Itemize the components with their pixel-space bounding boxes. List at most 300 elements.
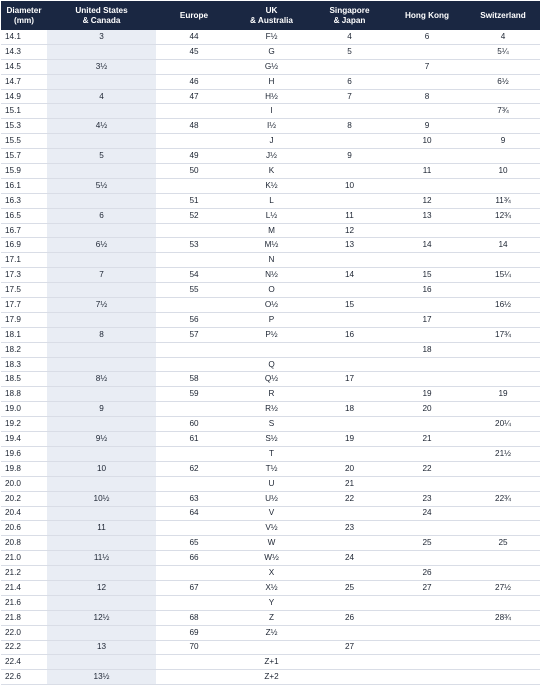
cell-switzerland: [466, 402, 540, 417]
cell-europe: 53: [156, 238, 232, 253]
table-row: [1, 178, 540, 193]
table-row: [1, 149, 540, 164]
header-sg-line2: & Japan: [333, 15, 366, 25]
cell-us-canada: [47, 595, 156, 610]
cell-hong-kong: [388, 640, 466, 655]
cell-singapore-japan: 12: [311, 223, 388, 238]
cell-uk-australia: Z+2: [232, 670, 311, 685]
cell-switzerland: 20¼: [466, 417, 540, 432]
cell-diameter: 14.1: [1, 30, 47, 44]
header-europe-label: Europe: [179, 10, 209, 20]
cell-europe: 44: [156, 30, 232, 44]
cell-hong-kong: [388, 178, 466, 193]
cell-switzerland: 28¾: [466, 610, 540, 625]
cell-uk-australia: K½: [232, 178, 311, 193]
cell-uk-australia: S: [232, 417, 311, 432]
cell-us-canada: [47, 74, 156, 89]
cell-europe: [156, 595, 232, 610]
table-row: [1, 134, 540, 149]
cell-europe: [156, 298, 232, 313]
cell-europe: [156, 357, 232, 372]
cell-diameter: 19.2: [1, 417, 47, 432]
cell-switzerland: 11¾: [466, 193, 540, 208]
table-row: [1, 625, 540, 640]
table-row: [1, 461, 540, 476]
cell-switzerland: 17¾: [466, 327, 540, 342]
cell-diameter: 15.1: [1, 104, 47, 119]
table-row: [1, 595, 540, 610]
table-row: [1, 655, 540, 670]
cell-uk-australia: T: [232, 446, 311, 461]
cell-uk-australia: V½: [232, 521, 311, 536]
cell-us-canada: [47, 44, 156, 59]
header-diameter-line2: (mm): [13, 15, 34, 25]
cell-hong-kong: [388, 551, 466, 566]
header-diameter: [1, 1, 47, 30]
cell-uk-australia: Q: [232, 357, 311, 372]
cell-us-canada: [47, 253, 156, 268]
header-uk-australia: [232, 1, 311, 30]
cell-switzerland: [466, 357, 540, 372]
cell-diameter: 14.3: [1, 44, 47, 59]
cell-hong-kong: [388, 149, 466, 164]
cell-singapore-japan: [311, 566, 388, 581]
cell-uk-australia: P: [232, 312, 311, 327]
cell-uk-australia: [232, 342, 311, 357]
cell-europe: 49: [156, 149, 232, 164]
cell-singapore-japan: 23: [311, 521, 388, 536]
cell-singapore-japan: [311, 417, 388, 432]
cell-switzerland: [466, 149, 540, 164]
cell-switzerland: 9: [466, 134, 540, 149]
cell-diameter: 18.8: [1, 387, 47, 402]
cell-switzerland: 16½: [466, 298, 540, 313]
table-row: [1, 372, 540, 387]
cell-us-canada: 9½: [47, 432, 156, 447]
cell-diameter: 22.4: [1, 655, 47, 670]
cell-us-canada: 9: [47, 402, 156, 417]
cell-switzerland: 27½: [466, 580, 540, 595]
table-row: [1, 59, 540, 74]
cell-us-canada: [47, 104, 156, 119]
cell-singapore-japan: 27: [311, 640, 388, 655]
cell-hong-kong: 16: [388, 283, 466, 298]
cell-europe: 57: [156, 327, 232, 342]
cell-singapore-japan: [311, 536, 388, 551]
cell-diameter: 15.7: [1, 149, 47, 164]
cell-switzerland: [466, 89, 540, 104]
cell-us-canada: [47, 342, 156, 357]
cell-singapore-japan: 7: [311, 89, 388, 104]
cell-hong-kong: [388, 253, 466, 268]
cell-europe: 47: [156, 89, 232, 104]
cell-singapore-japan: [311, 253, 388, 268]
table-row: [1, 506, 540, 521]
cell-diameter: 16.7: [1, 223, 47, 238]
cell-singapore-japan: [311, 59, 388, 74]
cell-singapore-japan: 25: [311, 580, 388, 595]
cell-uk-australia: G½: [232, 59, 311, 74]
cell-europe: 61: [156, 432, 232, 447]
cell-singapore-japan: [311, 193, 388, 208]
cell-uk-australia: X½: [232, 580, 311, 595]
table-row: [1, 268, 540, 283]
cell-hong-kong: 25: [388, 536, 466, 551]
cell-uk-australia: X: [232, 566, 311, 581]
table-row: [1, 610, 540, 625]
cell-europe: [156, 655, 232, 670]
cell-europe: 69: [156, 625, 232, 640]
cell-hong-kong: [388, 476, 466, 491]
cell-hong-kong: [388, 670, 466, 685]
cell-hong-kong: 19: [388, 387, 466, 402]
cell-hong-kong: 23: [388, 491, 466, 506]
cell-uk-australia: H½: [232, 89, 311, 104]
cell-uk-australia: F½: [232, 30, 311, 44]
header-sg-line1: Singapore: [329, 5, 370, 15]
cell-diameter: 22.0: [1, 625, 47, 640]
cell-hong-kong: 27: [388, 580, 466, 595]
table-row: [1, 476, 540, 491]
cell-europe: [156, 342, 232, 357]
cell-europe: 67: [156, 580, 232, 595]
cell-singapore-japan: [311, 312, 388, 327]
table-row: [1, 551, 540, 566]
cell-uk-australia: U: [232, 476, 311, 491]
cell-hong-kong: [388, 521, 466, 536]
cell-singapore-japan: 21: [311, 476, 388, 491]
cell-us-canada: [47, 655, 156, 670]
cell-singapore-japan: 16: [311, 327, 388, 342]
cell-europe: 50: [156, 164, 232, 179]
cell-singapore-japan: [311, 655, 388, 670]
cell-diameter: 16.1: [1, 178, 47, 193]
cell-europe: [156, 476, 232, 491]
cell-diameter: 21.6: [1, 595, 47, 610]
cell-europe: 66: [156, 551, 232, 566]
cell-us-canada: [47, 506, 156, 521]
header-switzerland: [466, 1, 540, 30]
cell-singapore-japan: 6: [311, 74, 388, 89]
cell-singapore-japan: 8: [311, 119, 388, 134]
ring-size-table: [1, 1, 540, 685]
header-us-canada: [47, 1, 156, 30]
table-row: [1, 432, 540, 447]
cell-switzerland: [466, 566, 540, 581]
cell-hong-kong: 15: [388, 268, 466, 283]
cell-switzerland: 4: [466, 30, 540, 44]
cell-europe: 52: [156, 208, 232, 223]
cell-singapore-japan: [311, 342, 388, 357]
cell-europe: [156, 134, 232, 149]
header-hk-label: Hong Kong: [404, 10, 450, 20]
cell-diameter: 15.9: [1, 164, 47, 179]
cell-us-canada: [47, 625, 156, 640]
cell-switzerland: [466, 640, 540, 655]
cell-diameter: 20.8: [1, 536, 47, 551]
cell-diameter: 20.2: [1, 491, 47, 506]
cell-singapore-japan: [311, 387, 388, 402]
cell-us-canada: 12½: [47, 610, 156, 625]
table-row: [1, 193, 540, 208]
cell-uk-australia: I½: [232, 119, 311, 134]
cell-uk-australia: Z½: [232, 625, 311, 640]
cell-us-canada: 8½: [47, 372, 156, 387]
cell-uk-australia: T½: [232, 461, 311, 476]
cell-switzerland: 14: [466, 238, 540, 253]
cell-hong-kong: [388, 74, 466, 89]
cell-europe: 65: [156, 536, 232, 551]
cell-diameter: 19.8: [1, 461, 47, 476]
cell-switzerland: [466, 670, 540, 685]
cell-europe: [156, 446, 232, 461]
cell-europe: 54: [156, 268, 232, 283]
cell-uk-australia: Q½: [232, 372, 311, 387]
cell-switzerland: 5¼: [466, 44, 540, 59]
cell-hong-kong: [388, 446, 466, 461]
cell-switzerland: [466, 253, 540, 268]
cell-us-canada: 3½: [47, 59, 156, 74]
cell-diameter: 17.5: [1, 283, 47, 298]
table-row: [1, 283, 540, 298]
cell-uk-australia: H: [232, 74, 311, 89]
cell-hong-kong: 10: [388, 134, 466, 149]
cell-diameter: 18.3: [1, 357, 47, 372]
header-row: [1, 1, 540, 30]
cell-diameter: 21.0: [1, 551, 47, 566]
cell-uk-australia: K: [232, 164, 311, 179]
cell-europe: 70: [156, 640, 232, 655]
cell-hong-kong: [388, 357, 466, 372]
cell-switzerland: 22¾: [466, 491, 540, 506]
header-ch-label: Switzerland: [480, 10, 526, 20]
cell-hong-kong: 13: [388, 208, 466, 223]
cell-singapore-japan: [311, 104, 388, 119]
cell-hong-kong: 7: [388, 59, 466, 74]
cell-europe: [156, 223, 232, 238]
cell-singapore-japan: 15: [311, 298, 388, 313]
cell-europe: [156, 59, 232, 74]
cell-europe: 56: [156, 312, 232, 327]
cell-switzerland: 10: [466, 164, 540, 179]
cell-europe: [156, 670, 232, 685]
cell-hong-kong: [388, 655, 466, 670]
cell-diameter: 17.3: [1, 268, 47, 283]
cell-diameter: 21.4: [1, 580, 47, 595]
cell-diameter: 14.9: [1, 89, 47, 104]
cell-diameter: 17.9: [1, 312, 47, 327]
cell-uk-australia: V: [232, 506, 311, 521]
cell-europe: 60: [156, 417, 232, 432]
table-row: [1, 119, 540, 134]
table-row: [1, 208, 540, 223]
cell-uk-australia: M½: [232, 238, 311, 253]
cell-diameter: 17.1: [1, 253, 47, 268]
cell-switzerland: 12¾: [466, 208, 540, 223]
cell-singapore-japan: [311, 134, 388, 149]
cell-switzerland: [466, 119, 540, 134]
cell-us-canada: [47, 134, 156, 149]
cell-us-canada: 11½: [47, 551, 156, 566]
cell-switzerland: [466, 655, 540, 670]
cell-switzerland: [466, 178, 540, 193]
cell-diameter: 22.6: [1, 670, 47, 685]
cell-hong-kong: 18: [388, 342, 466, 357]
cell-uk-australia: U½: [232, 491, 311, 506]
cell-hong-kong: 22: [388, 461, 466, 476]
cell-switzerland: [466, 595, 540, 610]
cell-switzerland: [466, 506, 540, 521]
cell-hong-kong: 11: [388, 164, 466, 179]
table-row: [1, 342, 540, 357]
table-row: [1, 580, 540, 595]
cell-hong-kong: 8: [388, 89, 466, 104]
cell-hong-kong: 9: [388, 119, 466, 134]
cell-diameter: 21.8: [1, 610, 47, 625]
cell-hong-kong: 26: [388, 566, 466, 581]
cell-singapore-japan: 9: [311, 149, 388, 164]
cell-europe: 68: [156, 610, 232, 625]
cell-uk-australia: Z+1: [232, 655, 311, 670]
cell-uk-australia: O: [232, 283, 311, 298]
cell-hong-kong: 24: [388, 506, 466, 521]
table-row: [1, 44, 540, 59]
cell-diameter: 19.6: [1, 446, 47, 461]
cell-hong-kong: 14: [388, 238, 466, 253]
cell-hong-kong: [388, 372, 466, 387]
cell-us-canada: 13: [47, 640, 156, 655]
cell-uk-australia: J: [232, 134, 311, 149]
cell-singapore-japan: [311, 357, 388, 372]
header-hong-kong: [388, 1, 466, 30]
cell-us-canada: [47, 446, 156, 461]
cell-singapore-japan: 4: [311, 30, 388, 44]
cell-europe: [156, 104, 232, 119]
cell-uk-australia: [232, 640, 311, 655]
cell-hong-kong: [388, 298, 466, 313]
cell-hong-kong: 17: [388, 312, 466, 327]
cell-switzerland: [466, 551, 540, 566]
table-row: [1, 238, 540, 253]
cell-switzerland: 6½: [466, 74, 540, 89]
cell-singapore-japan: 10: [311, 178, 388, 193]
cell-uk-australia: G: [232, 44, 311, 59]
cell-switzerland: 15¼: [466, 268, 540, 283]
table-row: [1, 223, 540, 238]
table-row: [1, 104, 540, 119]
cell-us-canada: [47, 283, 156, 298]
cell-europe: 59: [156, 387, 232, 402]
cell-switzerland: 21½: [466, 446, 540, 461]
cell-uk-australia: W: [232, 536, 311, 551]
cell-uk-australia: Y: [232, 595, 311, 610]
table-row: [1, 312, 540, 327]
cell-singapore-japan: [311, 670, 388, 685]
cell-diameter: 16.9: [1, 238, 47, 253]
cell-singapore-japan: 5: [311, 44, 388, 59]
cell-diameter: 15.3: [1, 119, 47, 134]
cell-hong-kong: [388, 610, 466, 625]
cell-hong-kong: 12: [388, 193, 466, 208]
cell-diameter: 18.5: [1, 372, 47, 387]
cell-hong-kong: [388, 104, 466, 119]
cell-us-canada: [47, 417, 156, 432]
cell-europe: 45: [156, 44, 232, 59]
cell-us-canada: [47, 193, 156, 208]
cell-switzerland: [466, 342, 540, 357]
table-row: [1, 491, 540, 506]
table-body: [1, 30, 540, 685]
header-uk-line2: & Australia: [250, 15, 293, 25]
cell-switzerland: [466, 476, 540, 491]
cell-us-canada: 6: [47, 208, 156, 223]
cell-us-canada: 3: [47, 30, 156, 44]
cell-europe: 51: [156, 193, 232, 208]
header-europe: [156, 1, 232, 30]
cell-switzerland: [466, 372, 540, 387]
cell-us-canada: 8: [47, 327, 156, 342]
cell-singapore-japan: 18: [311, 402, 388, 417]
cell-switzerland: 7¾: [466, 104, 540, 119]
cell-hong-kong: [388, 595, 466, 610]
table-row: [1, 253, 540, 268]
cell-singapore-japan: 26: [311, 610, 388, 625]
cell-singapore-japan: 14: [311, 268, 388, 283]
cell-uk-australia: N: [232, 253, 311, 268]
cell-switzerland: 19: [466, 387, 540, 402]
cell-us-canada: [47, 387, 156, 402]
cell-singapore-japan: 22: [311, 491, 388, 506]
cell-us-canada: 4½: [47, 119, 156, 134]
cell-us-canada: 5: [47, 149, 156, 164]
cell-us-canada: [47, 164, 156, 179]
table-row: [1, 670, 540, 685]
cell-hong-kong: [388, 327, 466, 342]
table-row: [1, 640, 540, 655]
cell-diameter: 17.7: [1, 298, 47, 313]
cell-europe: 64: [156, 506, 232, 521]
cell-diameter: 20.6: [1, 521, 47, 536]
cell-diameter: 20.0: [1, 476, 47, 491]
cell-europe: [156, 402, 232, 417]
cell-us-canada: 4: [47, 89, 156, 104]
cell-europe: 63: [156, 491, 232, 506]
table-row: [1, 357, 540, 372]
cell-diameter: 20.4: [1, 506, 47, 521]
cell-singapore-japan: 19: [311, 432, 388, 447]
cell-us-canada: 10: [47, 461, 156, 476]
cell-switzerland: [466, 432, 540, 447]
cell-us-canada: [47, 357, 156, 372]
cell-uk-australia: R: [232, 387, 311, 402]
cell-us-canada: 13½: [47, 670, 156, 685]
cell-switzerland: [466, 283, 540, 298]
cell-hong-kong: 6: [388, 30, 466, 44]
cell-uk-australia: W½: [232, 551, 311, 566]
cell-europe: [156, 178, 232, 193]
cell-us-canada: 11: [47, 521, 156, 536]
cell-us-canada: [47, 312, 156, 327]
header-diameter-line1: Diameter: [6, 5, 42, 15]
cell-singapore-japan: 11: [311, 208, 388, 223]
cell-diameter: 18.1: [1, 327, 47, 342]
table-row: [1, 89, 540, 104]
cell-uk-australia: P½: [232, 327, 311, 342]
cell-europe: 46: [156, 74, 232, 89]
cell-singapore-japan: 13: [311, 238, 388, 253]
cell-uk-australia: L: [232, 193, 311, 208]
cell-singapore-japan: 17: [311, 372, 388, 387]
